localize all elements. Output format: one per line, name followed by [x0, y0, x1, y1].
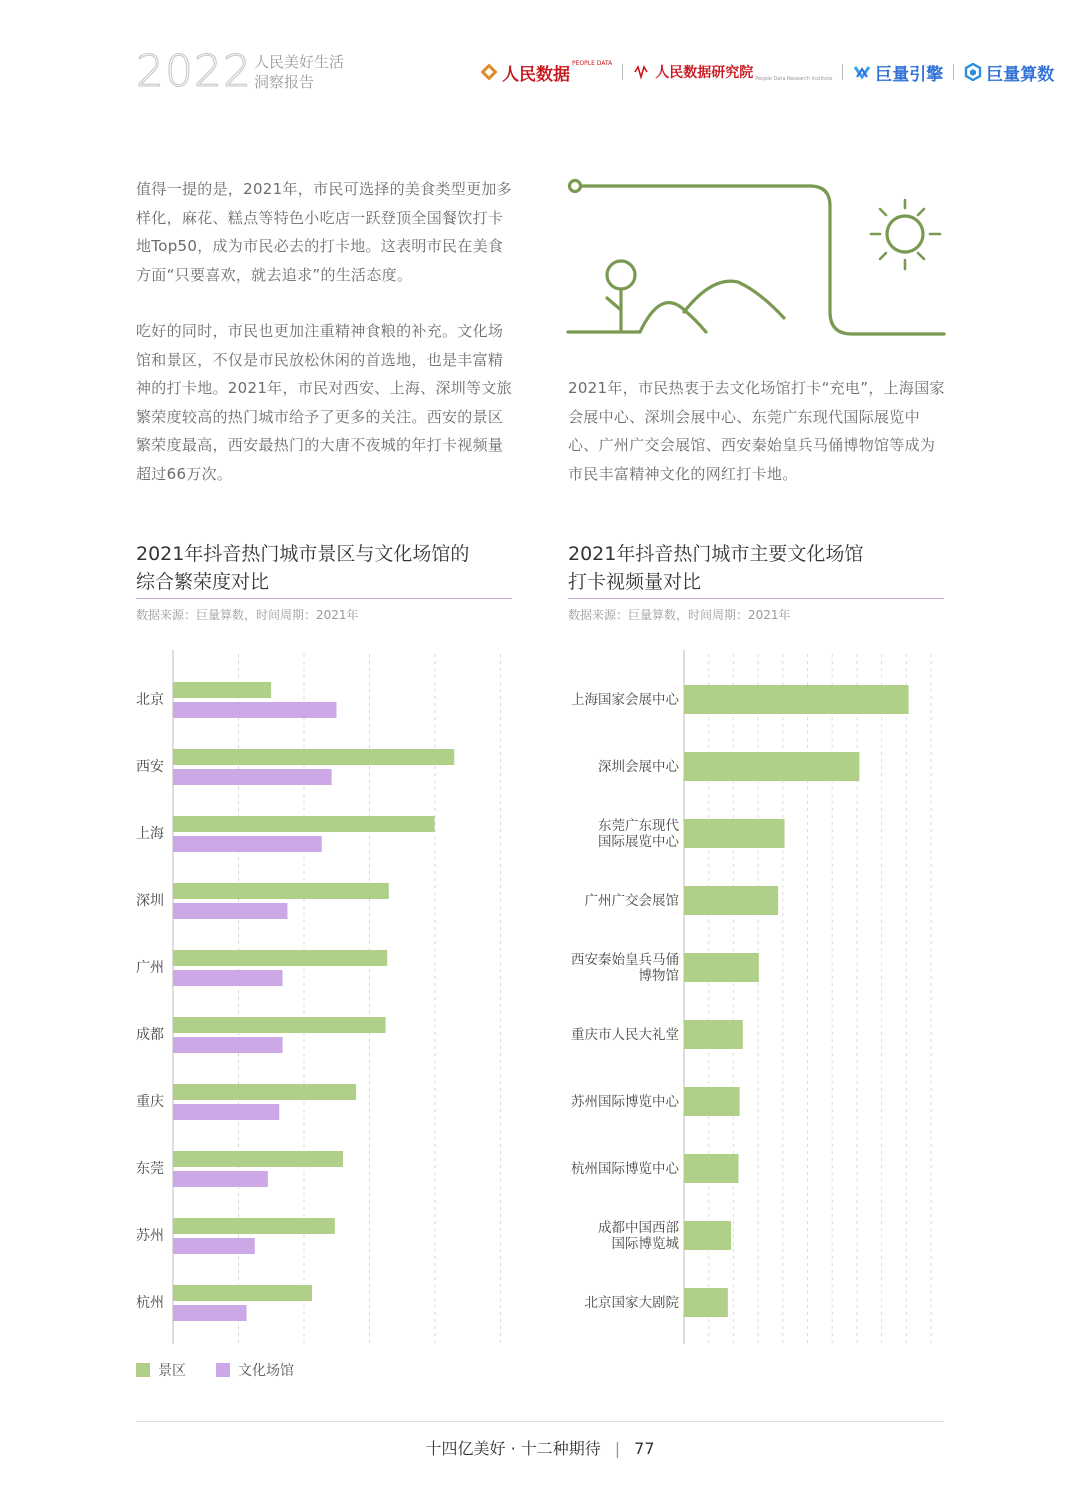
bar-video-volume	[684, 1020, 743, 1049]
category-label: 广州	[136, 960, 164, 976]
bar-video-volume	[684, 1288, 728, 1317]
sun-icon	[871, 200, 940, 269]
category-label: 杭州国际博览中心	[571, 1161, 679, 1177]
landscape-illustration	[560, 172, 950, 347]
logo-ocean-engine	[853, 60, 943, 85]
legend-swatch-purple	[216, 1363, 230, 1377]
legend-item-culture	[216, 1360, 294, 1380]
category-label: 西安	[136, 759, 164, 775]
category-label: 苏州国际博览中心	[571, 1094, 679, 1110]
category-label: 国际博览城	[611, 1236, 679, 1252]
tree-trunk	[607, 289, 621, 330]
logo-research-institute-tag: People Data Research Institute	[755, 76, 833, 82]
bar-scenic	[173, 1218, 335, 1234]
footer-divider: |	[614, 1439, 621, 1458]
category-label: 成都	[136, 1027, 164, 1043]
subtitle-line-1: 人民美好生活	[254, 53, 345, 71]
bar-culture	[173, 1305, 247, 1321]
chart1-source: 数据来源：巨量算数，时间周期：2021年	[136, 608, 359, 622]
small-hill	[640, 303, 706, 332]
chart1-title-line2: 综合繁荣度对比	[136, 571, 270, 593]
bar-culture	[173, 1104, 279, 1120]
category-label: 上海国家会展中心	[571, 692, 679, 708]
logo-divider	[842, 64, 843, 80]
report-subtitle	[254, 52, 344, 92]
category-label: 东莞	[136, 1161, 164, 1177]
right-paragraph: 2021年，市民热衷于去文化场馆打卡“充电”，上海国家会展中心、深圳会展中心、东莞广东现代国际展览中心、广州广交会展馆、西安秦始皇兵马俑博物馆等成为市民丰富精神文化的网红打卡地。	[568, 379, 945, 483]
category-label: 上海	[136, 826, 164, 842]
logo-ocean-suanshu-text: 巨量算数	[986, 64, 1055, 85]
chart1-svg	[130, 650, 520, 1350]
chart2-title-rule	[568, 598, 944, 599]
category-label: 深圳	[136, 893, 164, 909]
bar-video-volume	[684, 1087, 740, 1116]
category-label: 苏州	[136, 1228, 164, 1244]
bar-scenic	[173, 883, 389, 899]
bar-culture	[173, 769, 332, 785]
bar-video-volume	[684, 752, 859, 781]
legend-label-scenic: 景区	[158, 1363, 186, 1379]
bar-video-volume	[684, 685, 909, 714]
bar-culture	[173, 970, 283, 986]
logo-people-data-text: 人民数据	[502, 64, 570, 85]
bar-culture	[173, 1037, 283, 1053]
footer-rule	[136, 1421, 944, 1422]
category-label: 广州广交会展馆	[584, 893, 679, 909]
bar-video-volume	[684, 886, 778, 915]
category-label: 重庆市人民大礼堂	[571, 1027, 679, 1043]
partner-logos	[480, 56, 1054, 88]
chart2-title	[568, 540, 863, 596]
category-label: 东莞广东现代	[598, 818, 679, 834]
legend-swatch-green	[136, 1363, 150, 1377]
bar-culture	[173, 702, 337, 718]
bar-culture	[173, 1171, 268, 1187]
legend-label-culture: 文化场馆	[238, 1363, 294, 1379]
left-paragraph-2: 吃好的同时，市民也更加注重精神食粮的补充。文化场馆和景区，不仅是市民放松休闲的首选地，也是丰富精神的打卡地。2021年，市民对西安、上海、深圳等文旅繁荣度较高的热门城市给予了更多的关注。西安的景区繁荣度最高，西安最热门的大唐不夜城的年打卡视频量超过66万次。	[136, 322, 512, 483]
bar-culture	[173, 1238, 255, 1254]
page-footer	[0, 1436, 1080, 1459]
left-paragraph-1: 值得一提的是，2021年，市民可选择的美食类型更加多样化，麻花、糕点等特色小吃店一跃登顶全国餐饮打卡地Top50，成为市民必去的打卡地。这表明市民在美食方面“只要喜欢，就去追求”的生活态度。	[136, 180, 512, 284]
category-label: 深圳会展中心	[598, 759, 679, 775]
bar-scenic	[173, 1084, 356, 1100]
chart2-source: 数据来源：巨量算数，时间周期：2021年	[568, 608, 791, 622]
chart1-legend	[136, 1360, 294, 1380]
bar-video-volume	[684, 1154, 739, 1183]
path-line	[581, 186, 944, 334]
logo-ocean-suanshu	[964, 60, 1054, 85]
ocean-engine-icon	[853, 63, 871, 81]
logo-people-data	[480, 60, 612, 85]
bar-scenic	[173, 1285, 312, 1301]
category-label: 国际展览中心	[598, 834, 679, 850]
category-label: 杭州	[136, 1295, 164, 1311]
bar-scenic	[173, 950, 387, 966]
wave-logo-icon	[633, 63, 651, 81]
bar-culture	[173, 836, 322, 852]
category-label: 北京国家大剧院	[584, 1295, 679, 1311]
page-number: 77	[634, 1439, 655, 1458]
bar-scenic	[173, 1017, 386, 1033]
category-label: 西安秦始皇兵马俑	[571, 952, 679, 968]
footer-title: 十四亿美好 · 十二种期待	[425, 1439, 601, 1458]
chart2-title-line1: 2021年抖音热门城市主要文化场馆	[568, 543, 864, 565]
chart1-title-line1: 2021年抖音热门城市景区与文化场馆的	[136, 543, 470, 565]
chart2-title-line2: 打卡视频量对比	[568, 571, 702, 593]
bar-video-volume	[684, 819, 785, 848]
subtitle-line-2: 洞察报告	[254, 73, 315, 91]
bar-video-volume	[684, 953, 759, 982]
big-hill	[684, 281, 784, 318]
bar-scenic	[173, 749, 454, 765]
bar-scenic	[173, 682, 271, 698]
logo-research-institute	[633, 62, 832, 82]
category-label: 博物馆	[638, 968, 679, 984]
chart2-svg	[560, 650, 950, 1350]
category-label: 北京	[136, 692, 164, 708]
logo-divider	[953, 64, 954, 80]
category-label: 成都中国西部	[598, 1220, 679, 1236]
bar-culture	[173, 903, 287, 919]
bar-scenic	[173, 1151, 343, 1167]
legend-item-scenic	[136, 1360, 186, 1380]
bar-video-volume	[684, 1221, 731, 1250]
start-dot-icon	[570, 181, 581, 192]
category-label: 重庆	[136, 1094, 164, 1110]
logo-divider	[622, 64, 623, 80]
chart1-title-rule	[136, 598, 512, 599]
tree-top-icon	[607, 261, 635, 289]
logo-ocean-engine-text: 巨量引擎	[875, 64, 944, 85]
report-year: 2022	[136, 46, 252, 97]
diamond-logo-icon	[480, 63, 498, 81]
bar-scenic	[173, 816, 435, 832]
logo-people-data-tag: PEOPLE DATA	[572, 59, 613, 67]
logo-research-institute-text: 人民数据研究院	[655, 65, 754, 81]
chart1-title	[136, 540, 469, 596]
hexagon-logo-icon	[964, 63, 982, 81]
